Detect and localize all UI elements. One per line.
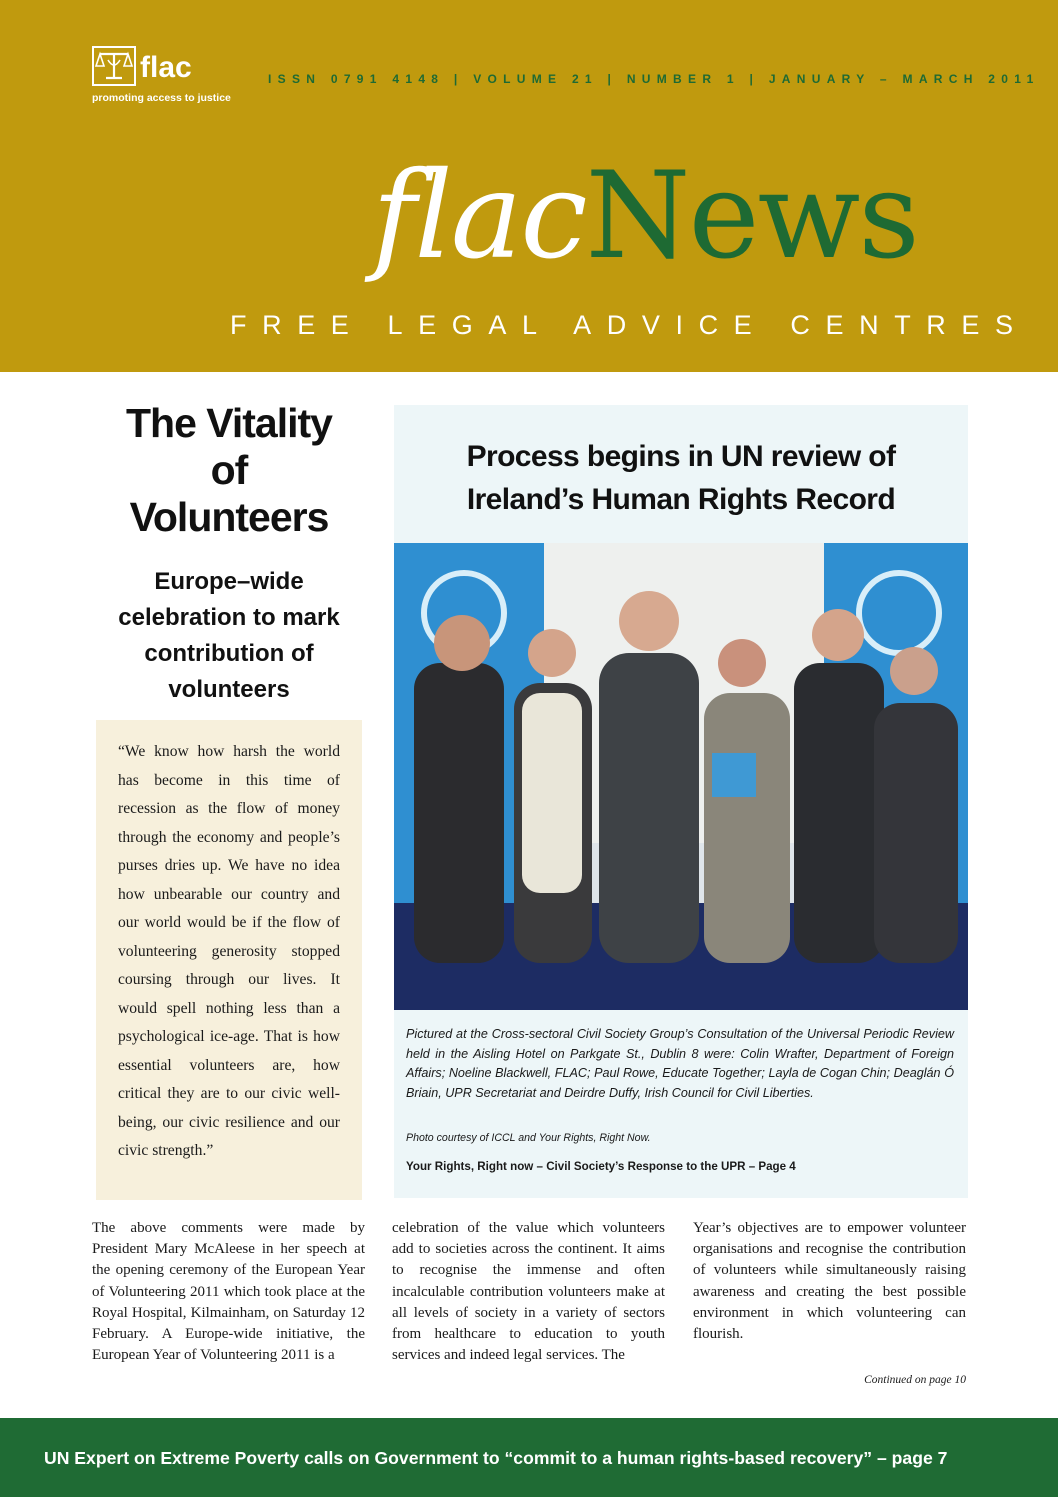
article-column-1: The above comments were made by President Mary McAleese in her speech at the opening ceremony of the European Year of Volunteering 2011 which took place at the Royal Hospital, Kilmainham, on Saturday 12 February. A Europe-wide initiative, the European Year of Volunteering 2011 is a [92,1220,365,1364]
group-photo [394,543,968,1010]
quote-box [96,720,362,1200]
see-also-link[interactable]: Your Rights, Right now – Civil Society’s Response to the UPR – Page 4 [406,1160,796,1173]
photo-caption: Pictured at the Cross-sectoral Civil Society Group’s Consultation of the Universal Periodic Review held in the Aisling Hotel on Parkgate St., Dublin 8 were: Colin Wrafter, Department of Foreign Affairs; Noeline Blackwell, FLAC; Paul Rowe, Educate Together; Layla de Cogan Chin; Deaglán Ó Briain, UPR Secretariat and Deirdre Duffy, Irish Council for Civil Liberties. [406,1027,954,1100]
volunteers-headline-line-2: of [210,447,248,493]
logo-wordmark: flac [140,51,192,84]
un-review-headline [394,435,968,521]
volunteers-subheadline: Europe–wide celebration to mark contribution of volunteers [118,568,340,703]
newsletter-title [372,147,918,286]
logo-tagline: promoting access to justice [92,92,231,104]
un-review-headline-line-1: Process begins in UN review of [466,440,896,473]
volunteers-headline-line-3: Volunteers [129,494,329,540]
volunteers-headline-line-1: The Vitality [126,400,332,446]
scales-of-justice-icon [92,46,136,86]
un-review-panel [394,405,968,1198]
group-photo-illustration [394,543,968,1010]
continued-link[interactable]: Continued on page 10 [864,1374,966,1386]
newsletter-subtitle: FREE LEGAL ADVICE CENTRES [230,310,1029,340]
president-quote: “We know how harsh the world has become in this time of recession as the flow of money through the economy and people’s purses dries up. We have no idea how unbearable our country and our world would be if the flow of volunteering generosity stopped coursing through our lives. It would spell nothing less than a psychological ice-age. That is how essential volunteers are, how critical they are to our civic well-being, our civic resilience and our civic strength.” [118,743,340,1159]
title-flac: flac [372,147,586,286]
photo-credit: Photo courtesy of ICCL and Your Rights, Right Now. [406,1132,651,1144]
footer-headline: UN Expert on Extreme Poverty calls on Government to “commit to a human rights-based recovery” – page 7 [44,1448,948,1468]
issn-volume-line: ISSN 0791 4148 | VOLUME 21 | NUMBER 1 | JANUARY – MARCH 2011 [268,72,1040,86]
un-review-headline-line-2: Ireland’s Human Rights Record [466,483,896,516]
flac-logo[interactable] [92,46,232,110]
article-column-3: Year’s objectives are to empower volunteer organisations and recognise the contribution of volunteers while simultaneously raising awareness and creating the best possible environment in which volunteering can flourish. [693,1220,966,1343]
article-column-2: celebration of the value which volunteers add to societies across the continent. It aims to recognise the immense and often incalculable contribution volunteers make at all levels of society in a variety of sectors from healthcare to education to youth services and indeed legal services. The [392,1220,665,1364]
volunteers-headline [98,400,360,541]
title-news: News [585,147,918,286]
footer-banner[interactable] [0,1418,1058,1497]
masthead [0,0,1058,372]
